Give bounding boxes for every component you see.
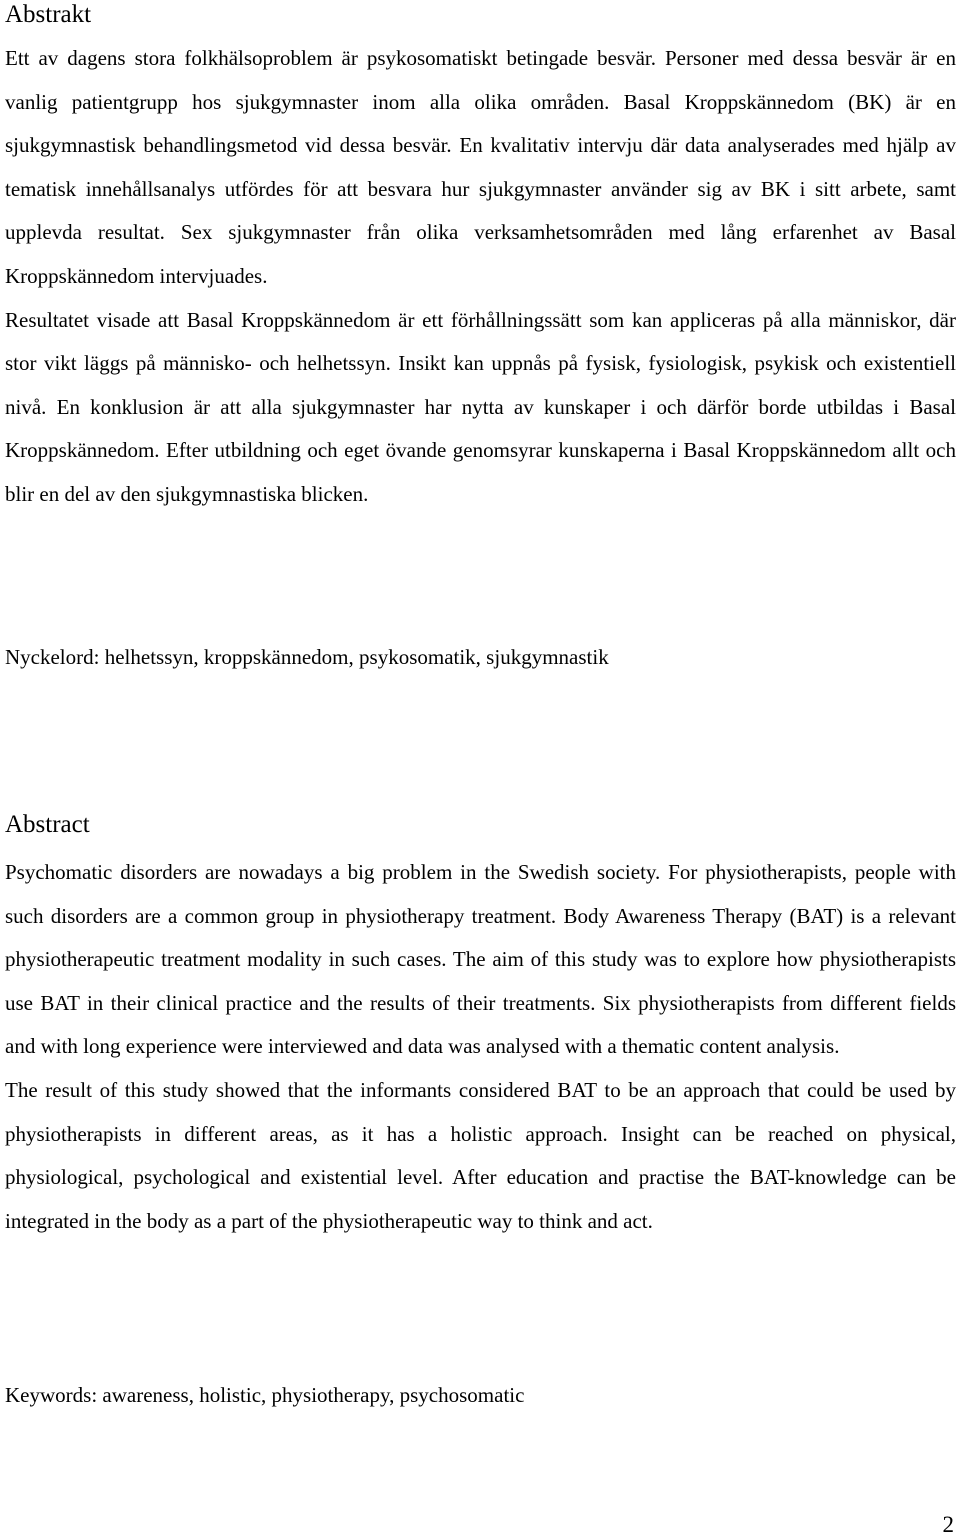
- swedish-paragraph-1: Ett av dagens stora folkhälsoproblem är psykosomatiskt betingade besvär. Personer med dessa besvär är en vanlig patientgrupp hos sjukgymnaster inom alla olika områden. Basal Kroppskännedom (BK) är en sjukgymnastisk behandlingsmetod vid dessa besvär. En kvalitativ intervju där data analyserades med hjälp av tematisk innehållsanalys utfördes för att besvara hur sjukgymnaster använder sig av BK i sitt arbete, samt upplevda resultat. Sex sjukgymnaster från olika verksamhetsområden med lång erfarenhet av Basal Kroppskännedom intervjuades.: [5, 46, 956, 288]
- swedish-abstract-heading: Abstrakt: [5, 1, 92, 28]
- english-keywords: Keywords: awareness, holistic, physiotherapy, psychosomatic: [5, 1383, 525, 1407]
- english-paragraph-2: The result of this study showed that the informants considered BAT to be an approach that could be used by physiotherapists in different areas, as it has a holistic approach. Insight can be reached on physical, physiological, psychological and existential level. After education and practise the BAT-knowledge can be integrated in the body as a part of the physiotherapeutic way to think and act.: [5, 1077, 956, 1233]
- swedish-abstract-body: [5, 37, 956, 517]
- swedish-keywords: Nyckelord: helhetssyn, kroppskännedom, psykosomatik, sjukgymnastik: [5, 645, 609, 669]
- english-abstract-heading: Abstract: [5, 811, 90, 838]
- page-number: 2: [942, 1512, 954, 1537]
- swedish-paragraph-2: Resultatet visade att Basal Kroppskännedom är ett förhållningssätt som kan appliceras på alla människor, där stor vikt läggs på människo- och helhetssyn. Insikt kan uppnås på fysisk, fysiologisk, psykisk och existentiell nivå. En konklusion är att alla sjukgymnaster har nytta av kunskaper i och därför borde utbildas i Basal Kroppskännedom. Efter utbildning och eget övande genomsyrar kunskaperna i Basal Kroppskännedom allt och blir en del av den sjukgymnastiska blicken.: [5, 307, 956, 506]
- english-abstract-body: [5, 851, 956, 1243]
- english-paragraph-1: Psychomatic disorders are nowadays a big problem in the Swedish society. For physiotherapists, people with such disorders are a common group in physiotherapy treatment. Body Awareness Therapy (BAT) is a relevant physiotherapeutic treatment modality in such cases. The aim of this study was to explore how physiotherapists use BAT in their clinical practice and the results of their treatments. Six physiotherapists from different fields and with long experience were interviewed and data was analysed with a thematic content analysis.: [5, 860, 956, 1059]
